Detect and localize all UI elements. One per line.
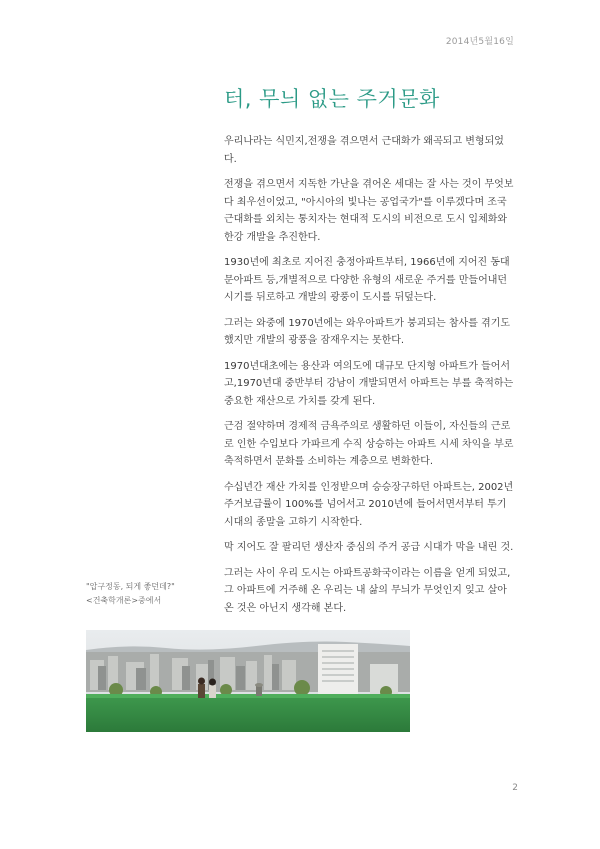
paragraph: 근검 절약하며 경제적 금욕주의로 생활하던 이들이, 자신들의 근로로 인한 수입보다 가파르게 수직 상승하는 아파트 시세 차익을 부로 축적하면서 문화를 소비하는 계층으로 변화한다.: [224, 421, 514, 467]
document-date: 2014년5월16일: [445, 37, 514, 47]
caption-source: <건축학개론>중에서: [86, 596, 162, 605]
rooftop-city-photo: [86, 630, 410, 732]
paragraph: 1970년대초에는 용산과 여의도에 대규모 단지형 아파트가 들어서고,1970년대 중반부터 강남이 개발되면서 아파트는 부를 축적하는 중요한 재산으로 가치를 갖게 된다.: [224, 360, 514, 407]
paragraph: 그러는 와중에 1970년에는 와우아파트가 붕괴되는 참사를 겪기도 했지만 개발의 광풍을 잠재우지는 못한다.: [224, 317, 511, 346]
paragraph: 우리나라는 식민지,전쟁을 겪으면서 근대화가 왜곡되고 변형되었다.: [224, 136, 504, 165]
caption-quote: "압구정동, 되게 좋던데?": [86, 582, 175, 591]
article-title: 터, 무늬 없는 주거문화: [224, 87, 440, 111]
paragraph: 그러는 사이 우리 도시는 아파트공화국이라는 이름을 얻게 되었고, 그 아파트에 거주해 온 우리는 내 삶의 무늬가 무엇인지 잊고 살아온 것은 아닌지 생각해 본다.: [224, 567, 511, 614]
paragraph: 수십년간 재산 가치를 인정받으며 승승장구하던 아파트는, 2002년 주거보급률이 100%를 넘어서고 2010년에 들어서면서부터 투기시대의 종말을 고하기 시작한다.: [224, 481, 514, 528]
page-number: 2: [512, 783, 518, 793]
paragraph: 1930년에 최초로 지어진 충정아파트부터, 1966년에 지어진 동대문아파트 등,개별적으로 다양한 유형의 새로운 주거를 만들어내던 시기를 뒤로하고 개발의 광풍이 도시를 뒤덮는다.: [224, 257, 510, 303]
city-skyline-illustration: [86, 630, 410, 732]
paragraph: 막 지어도 잘 팔리던 생산자 중심의 주거 공급 시대가 막을 내린 것.: [224, 542, 514, 553]
article-body: [224, 133, 516, 625]
paragraph: 전쟁을 겪으면서 지독한 가난을 겪어온 세대는 잘 사는 것이 무엇보다 최우선이었고, "아시아의 빛나는 공업국가"를 이루겠다며 조국 근대화를 외치는 통치자는 현대적 도시의 비전으로 도시 입체화와 한강 개발을 추진한다.: [224, 179, 514, 243]
figure-caption: [86, 580, 175, 608]
